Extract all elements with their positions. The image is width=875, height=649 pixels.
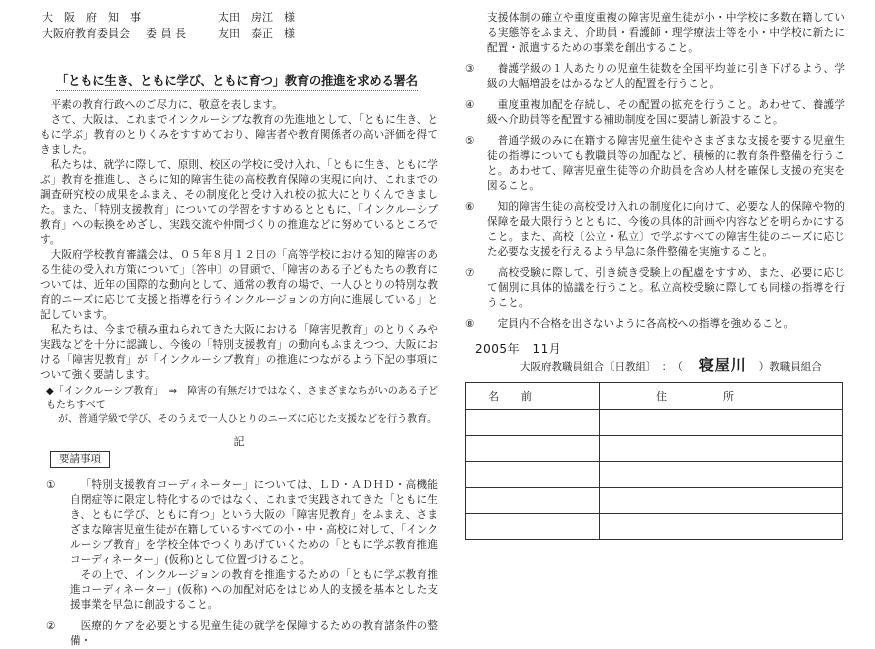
signature-table-header [466,383,843,410]
union-prefix: 大阪府教職員組合〔日教組〕 ： （ [520,361,683,373]
request-item-2-continued [465,11,845,56]
request-item-4 [465,98,845,128]
item-number: ⑥ [465,201,475,213]
header-name: 名前 [466,383,600,410]
inclusive-education-note [40,385,438,427]
item-text: 「特別支援教育コーディネーター」については、ＬＤ・ＡＤＨＤ・高機能自閉症等に限定し特化するのではなく、これまで実践されてきた「ともに生き、ともに学び、ともに育つ」という大阪の「障害児教育」をふまえ、さまざまな障害児童生徒が在籍しているすべての小・中・高校に対して、「インクルーシブ教育」を学校全体でつくりあげていくための「ともに学ぶ教育推進コーディネーター」(仮称)として位置づけること。 [70,479,438,566]
address-field[interactable] [600,514,843,540]
item-number: ⑦ [465,267,475,279]
note-term: ◆「インクルーシブ教育」 ⇒ 障害の有無だけではなく、さまざまなちがいのある子どもたちすべて [46,386,438,411]
item-text: 普通学級のみに在籍する障害児童生徒やさまざまな支援を要する児童生徒の指導についても教職員等の加配など、積極的に教育条件整備を行うこと。あわせて、障害児童生徒等の介助員を含め人材を確保し支援の充実を図ること。 [487,135,845,192]
item-text: 知的障害生徒の高校受け入れの制度化に向けて、必要な人的保障や物的保障を最大限行うとともに、今後の具体的計画や内容などを明らかにすること。また、高校〔公立・私立〕で学ぶすべての障害生徒のニーズに応じた必要な支援を行えるよう早急に条件整備を実施すること。 [487,201,845,258]
item-text: 定員内不合格を出さないように各高校への指導を強めること。 [497,318,795,330]
item-text: 支援体制の確立や重度重複の障害児童生徒が小・中学校に多数在籍している実態等をふまえ、介助員・看護師・理学療法士等を小・中学校に新たに配置・派遣するための事業を創出すること。 [487,12,845,54]
union-line [520,356,845,376]
request-item-6 [465,200,845,260]
preamble-paragraph: さて、大阪は、これまでインクルーシブな教育の先進地として、「ともに生き、ともに学ぶ」教育のとりくみをすすめており、障害者や教育関係者の高い評価を得てきました。 [40,114,438,156]
item-number: ③ [465,63,475,75]
addressee-title: 委 員 長 [146,27,186,40]
request-item-3 [465,62,845,92]
header-address: 住所 [600,383,843,410]
addressee-1 [42,11,432,25]
signature-rows [466,410,843,540]
addressee-org: 大阪府教育委員会 [42,27,130,40]
name-field[interactable] [466,488,600,514]
request-item-2 [40,619,438,649]
address-field[interactable] [600,410,843,436]
addressee-name: 太田 房江 様 [218,11,295,24]
name-field[interactable] [466,462,600,488]
item-number: ⑤ [465,135,475,147]
signature-row [466,514,843,540]
left-column [40,98,438,649]
signature-row [466,410,843,436]
requests-label-box: 要請事項 [50,451,110,468]
preamble-paragraph: 私たちは、今まで積み重ねられてきた大阪における「障害児教育」のとりくみや実践などを十分に認識し、今後の「特別支援教育」の動向もふまえつつ、大阪における「障害児教育」が「インクルーシブ教育」の推進につながるよう下記の事項について強く要請します。 [40,324,438,381]
right-column [465,11,845,540]
note-definition: が、普通学級で学び、そのうえで一人ひとりのニーズに応じた支援などを行う教育。 [58,414,438,425]
item-number: ⑧ [465,318,475,330]
preamble-paragraph: 私たちは、就学に際して、原則、校区の学校に受け入れ、「ともに生き、ともに学ぶ」教育を推進し、さらに知的障害生徒の高校教育保障の実現に向け、これまでの調査研究校の成果をふまえ、その制度化と受け入れ校の拡大にとりくんできました。また、「特別支援教育」についての学習をすすめるとともに、「インクルーシブ教育」への転換をめざし、実践交流や仲間づくりの推進などに努めているところです。 [40,159,438,246]
signature-row [466,488,843,514]
item-number: ② [46,620,56,632]
name-field[interactable] [466,514,600,540]
request-item-8 [465,317,845,332]
document-title: 「ともに生き、ともに学び、ともに育つ」教育の推進を求める署名 [56,73,418,91]
item-text: 重度重複加配を存続し、その配置の拡充を行うこと。あわせて、養護学級へ介助員等を配置する補助制度を国に要請し新設すること。 [487,99,845,126]
address-field[interactable] [600,488,843,514]
item-number: ④ [465,99,475,111]
preamble-paragraph: 大阪府学校教育審議会は、０５年８月１２日の「高等学校における知的障害のある生徒の受入れ方策について」〔答申〕の冒頭で、「障害のある子どもたちの教育については、近年の国際的な動向として、通常の教育の場で、一人ひとりの特別な教育的ニーズに応じて支援と指導を行うインクルージョンの方向に進展している」と記しています。 [40,249,438,321]
name-field[interactable] [466,436,600,462]
document-date: 2005年 11月 [475,342,562,356]
item-text: 養護学級の１人あたりの児童生徒数を全国平均並に引き下げるよう、学級の大幅増設をはかるなど人的配置を行うこと。 [487,63,845,90]
request-item-1 [40,478,438,613]
preamble-paragraph: 平素の教育行政へのご尽力に、敬意を表します。 [50,99,283,111]
preamble [40,98,438,383]
address-field[interactable] [600,462,843,488]
name-field[interactable] [466,410,600,436]
addressee-2 [42,27,432,41]
request-item-5 [465,134,845,194]
union-suffix: ）教職員組合 [758,361,822,373]
address-field[interactable] [600,436,843,462]
addressee-org: 大 阪 府 知 事 [42,11,141,24]
item-number: ① [46,479,56,491]
ki-heading: 記 [233,435,245,448]
request-item-7 [465,266,845,311]
signature-row [466,462,843,488]
addressee-name: 友田 泰正 様 [218,27,295,40]
item-text: 高校受験に際して、引き続き受験上の配慮をすすめ、また、必要に応じて個別に具体的協議を行うこと。私立高校受験に際しても同様の指導を行うこと。 [487,267,845,309]
union-branch-handwritten: 寝屋川 [698,356,747,374]
item-text: その上で、インクルージョンの教育を推進するための「ともに学ぶ教育推進コーディネーター」(仮称) への加配対応をはじめ人的支援を基本とした支援事業を早急に創設すること。 [70,569,438,611]
signature-table [465,382,843,540]
item-text: 医療的ケアを必要とする児童生徒の就学を保障するための教育諸条件の整備・ [70,620,438,647]
signature-row [466,436,843,462]
